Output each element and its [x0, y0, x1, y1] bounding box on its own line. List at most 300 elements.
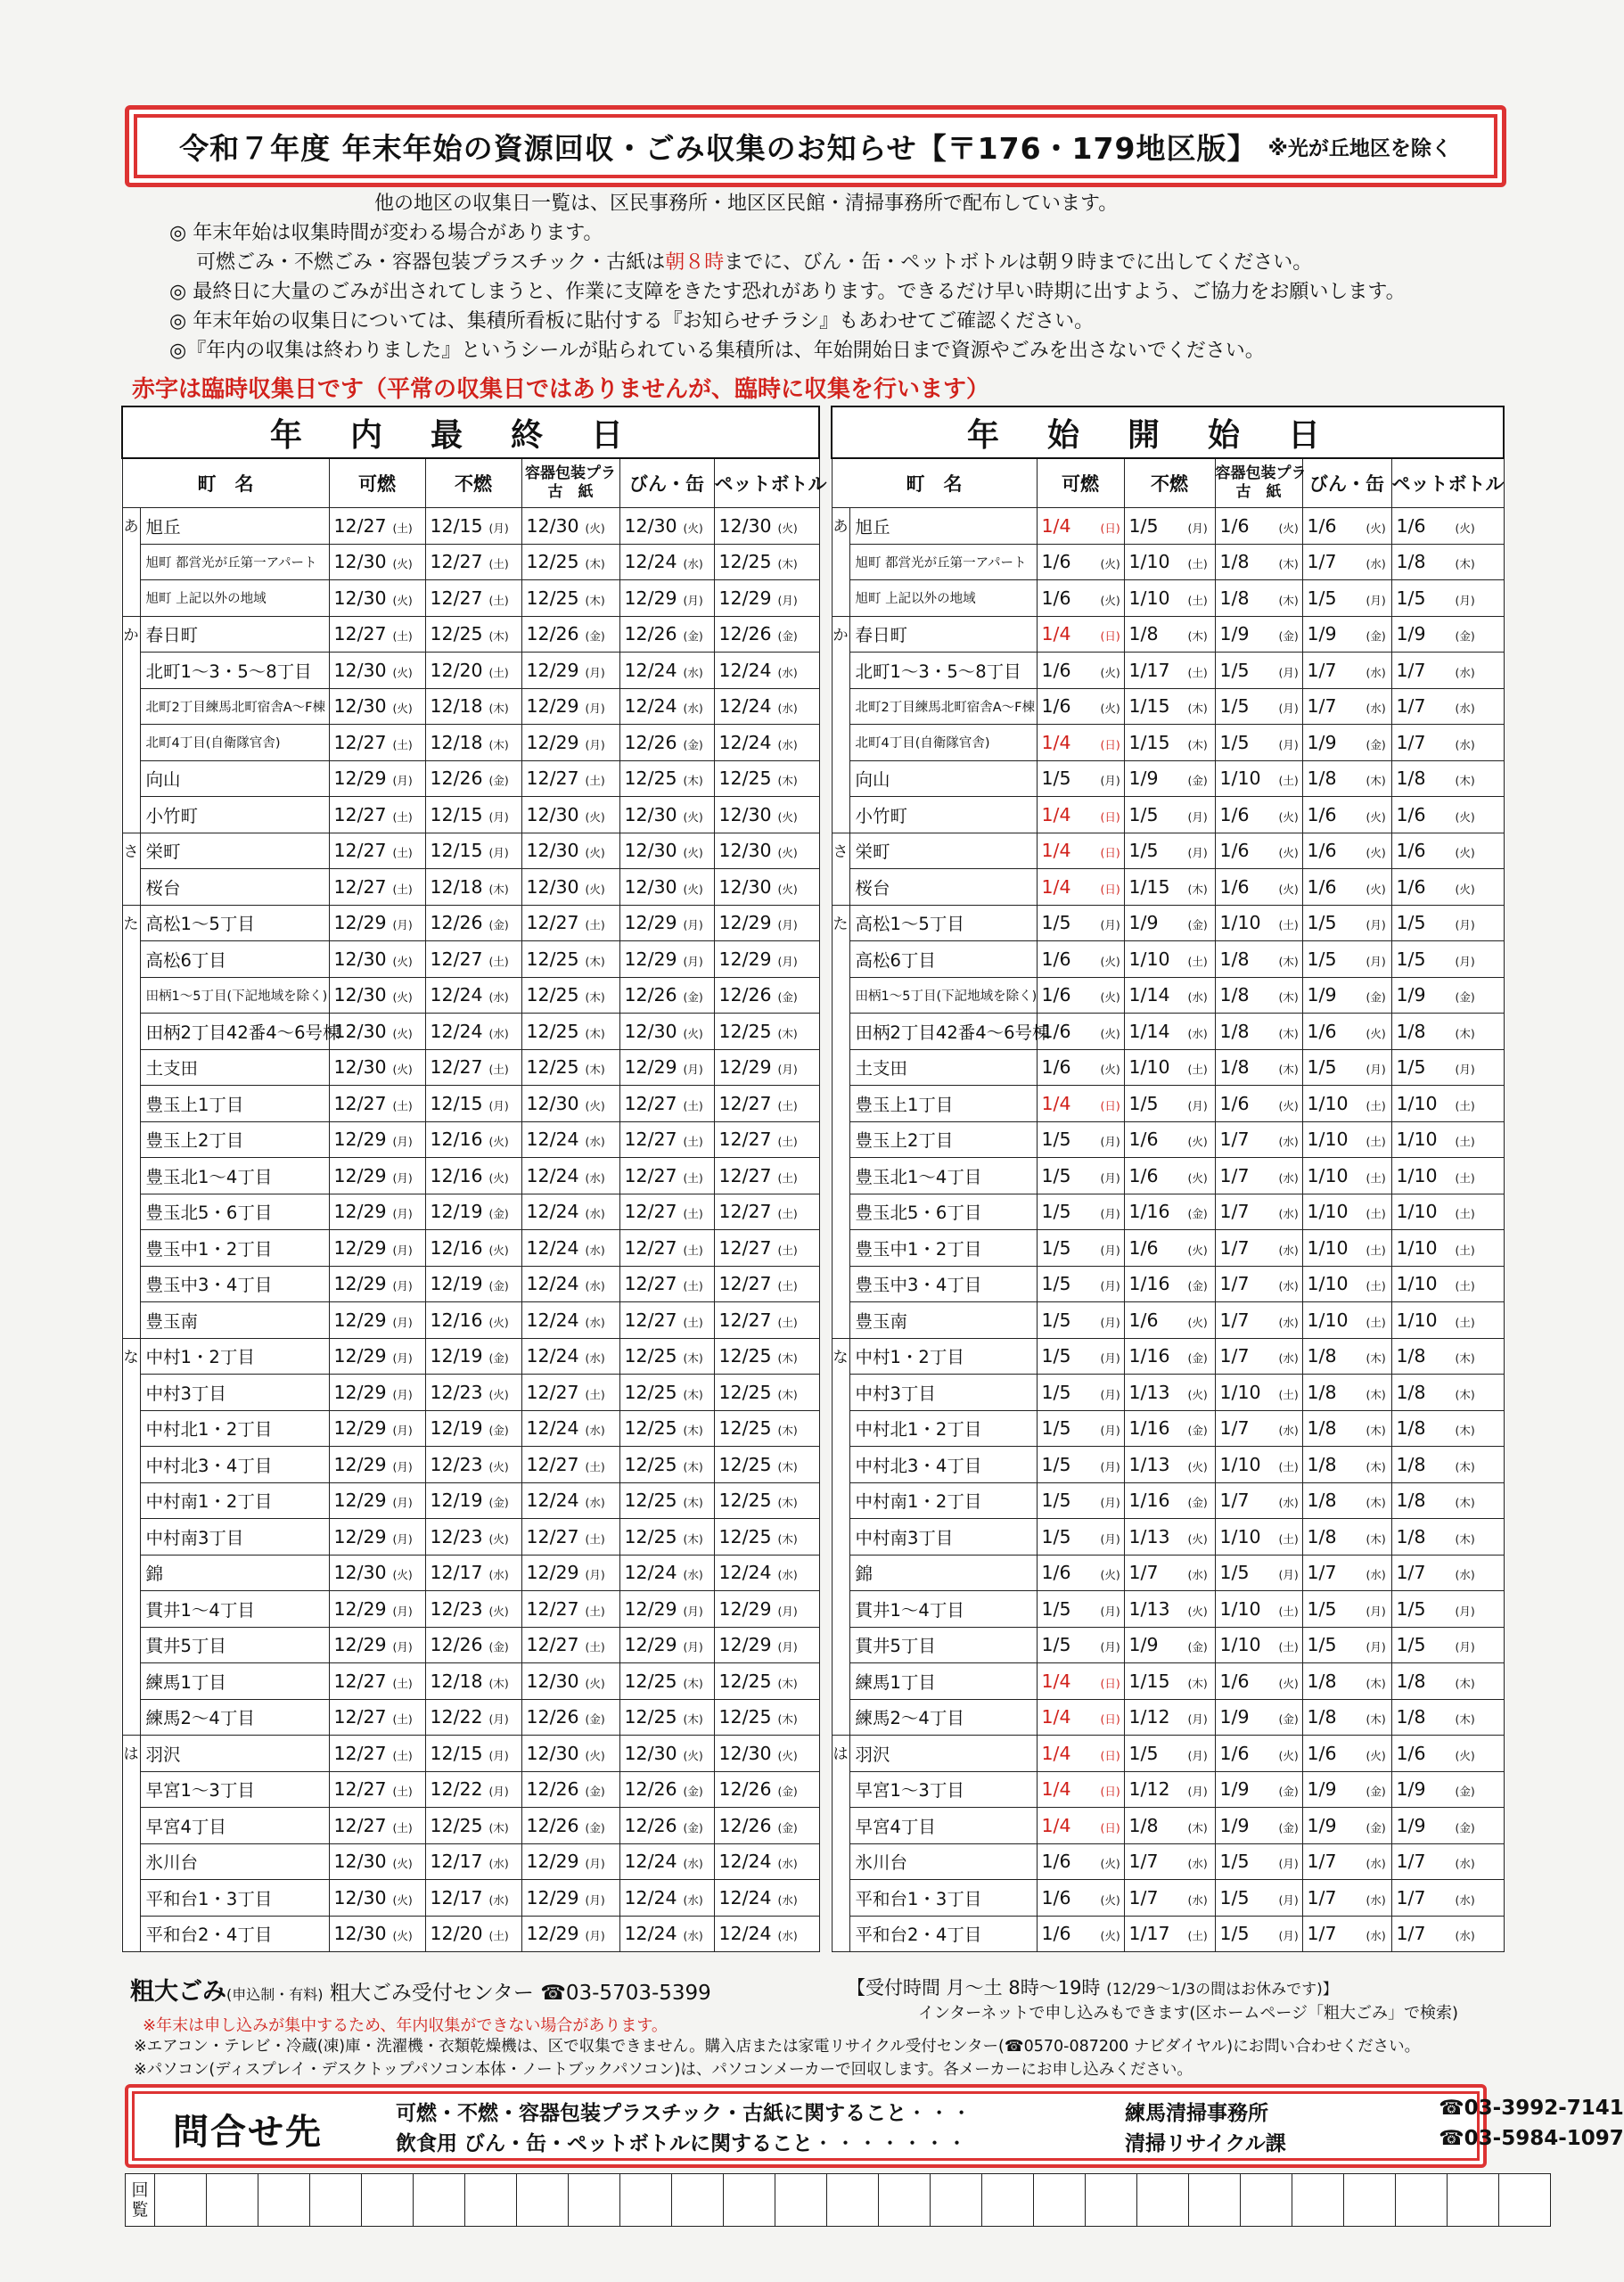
date-cell: 1/4 (日): [1037, 797, 1124, 833]
date-cell: 1/9 (金): [1124, 760, 1215, 797]
date-cell: 1/5 (月): [1215, 1880, 1302, 1917]
date-cell: 1/5 (月): [1302, 905, 1391, 941]
note-line: ◎ 年末年始は収集時間が変わる場合があります。: [169, 222, 603, 244]
kana-index: は: [122, 1736, 140, 1952]
date-cell: 1/10 (土): [1215, 1519, 1302, 1556]
date-cell: 12/19 (金): [425, 1266, 521, 1302]
date-cell: 12/27 (土): [329, 869, 425, 906]
date-cell: 1/5 (月): [1037, 760, 1124, 797]
date-cell: 12/29 (月): [714, 905, 819, 941]
town-name: 豊玉中1・2丁目: [849, 1230, 1037, 1267]
date-cell: 12/27 (土): [329, 833, 425, 869]
town-name: 早宮1～3丁目: [140, 1771, 329, 1808]
town-name: 早宮4丁目: [140, 1808, 329, 1844]
date-cell: 12/30 (火): [714, 1736, 819, 1772]
date-cell: 1/7 (水): [1215, 1121, 1302, 1158]
table-row: [122, 1338, 819, 1375]
date-cell: 1/6 (火): [1124, 1302, 1215, 1339]
circulation-box: [931, 2174, 982, 2227]
table-row: [832, 1880, 1504, 1917]
kana-index: な: [832, 1338, 849, 1736]
date-cell: 1/16 (金): [1124, 1410, 1215, 1447]
table-row: [122, 1302, 819, 1339]
town-name: 貫井5丁目: [849, 1627, 1037, 1663]
date-cell: 1/5 (月): [1037, 1158, 1124, 1194]
table-row: [832, 1843, 1504, 1880]
circulation-label: 回覧: [126, 2174, 155, 2227]
date-cell: 1/9 (金): [1391, 616, 1504, 653]
page-title: 令和７年度 年末年始の資源回収・ごみ収集のお知らせ【〒176・179地区版】: [179, 130, 1258, 166]
date-cell: 1/6 (火): [1037, 1555, 1124, 1591]
date-cell: 1/7 (水): [1215, 1194, 1302, 1230]
town-name: 桜台: [849, 869, 1037, 906]
town-name: 早宮1～3丁目: [849, 1771, 1037, 1808]
date-cell: 12/27 (土): [329, 1736, 425, 1772]
table-row: [832, 616, 1504, 653]
town-name: 中村南1・2丁目: [140, 1482, 329, 1519]
date-cell: 12/29 (月): [329, 1338, 425, 1375]
town-name: 豊玉北5・6丁目: [140, 1194, 329, 1230]
date-cell: 12/27 (土): [329, 1663, 425, 1700]
date-cell: 1/9 (金): [1302, 725, 1391, 761]
kana-index: か: [832, 616, 849, 833]
date-cell: 1/5 (月): [1037, 1519, 1124, 1556]
date-cell: 1/6 (火): [1037, 688, 1124, 725]
date-cell: 1/14 (水): [1124, 1014, 1215, 1050]
date-cell: 12/20 (土): [425, 1916, 521, 1952]
note-line: 可燃ごみ・不燃ごみ・容器包装プラスチック・古紙は朝８時までに、びん・缶・ペットボトルは朝９時までに出してください。: [196, 251, 1313, 274]
date-cell: 1/8 (木): [1215, 580, 1302, 617]
date-cell: 12/24 (水): [714, 1555, 819, 1591]
date-cell: 12/24 (水): [619, 1843, 714, 1880]
date-cell: 1/15 (木): [1124, 1663, 1215, 1700]
town-name: 豊玉上1丁目: [140, 1086, 329, 1122]
date-cell: 1/9 (金): [1302, 977, 1391, 1014]
date-cell: 12/30 (火): [714, 833, 819, 869]
date-cell: 1/6 (火): [1302, 1736, 1391, 1772]
column-header: 不燃: [425, 458, 521, 508]
date-cell: 12/24 (水): [521, 1230, 619, 1267]
date-cell: 12/16 (火): [425, 1158, 521, 1194]
date-cell: 12/27 (土): [329, 1699, 425, 1736]
date-cell: 1/10 (土): [1124, 544, 1215, 580]
date-cell: 1/9 (金): [1391, 977, 1504, 1014]
date-cell: 1/9 (金): [1215, 1771, 1302, 1808]
town-name: 栄町: [140, 833, 329, 869]
date-cell: 1/5 (月): [1391, 1627, 1504, 1663]
town-name: 早宮4丁目: [849, 1808, 1037, 1844]
date-cell: 1/5 (月): [1391, 1049, 1504, 1086]
date-cell: 1/15 (木): [1124, 688, 1215, 725]
column-header: 容器包装プラ 古 紙: [521, 458, 619, 508]
date-cell: 1/10 (土): [1391, 1194, 1504, 1230]
date-cell: 12/30 (火): [521, 508, 619, 545]
date-cell: 1/5 (月): [1215, 725, 1302, 761]
date-cell: 12/22 (月): [425, 1771, 521, 1808]
table-row: [122, 1410, 819, 1447]
circulation-box: [207, 2174, 258, 2227]
date-cell: 12/26 (金): [521, 616, 619, 653]
bulky-center: 粗大ごみ受付センター: [329, 1982, 534, 2005]
new-year-table: [831, 406, 1505, 1952]
date-cell: 12/24 (水): [619, 688, 714, 725]
date-cell: 1/8 (木): [1391, 1663, 1504, 1700]
date-cell: 1/8 (木): [1391, 1482, 1504, 1519]
date-cell: 1/10 (土): [1391, 1121, 1504, 1158]
town-name: 春日町: [140, 616, 329, 653]
date-cell: 12/23 (火): [425, 1591, 521, 1628]
circulation-box: [465, 2174, 517, 2227]
kana-index: か: [122, 616, 140, 833]
table-row: [122, 1591, 819, 1628]
table-row: [122, 1482, 819, 1519]
date-cell: 1/10 (土): [1391, 1302, 1504, 1339]
table-row: [122, 760, 819, 797]
column-header: 可燃: [1037, 458, 1124, 508]
table-row: [832, 941, 1504, 978]
date-cell: 12/27 (土): [329, 797, 425, 833]
column-header: びん・缶: [1302, 458, 1391, 508]
circulation-box: [414, 2174, 465, 2227]
date-cell: 12/27 (土): [329, 1808, 425, 1844]
note-line: 他の地区の収集日一覧は、区民事務所・地区区民館・清掃事務所で配布しています。: [374, 193, 1119, 215]
table-row: [832, 1158, 1504, 1194]
date-cell: 1/5 (月): [1215, 688, 1302, 725]
table-title: 年始開始日: [832, 406, 1504, 458]
date-cell: 12/25 (木): [619, 1375, 714, 1411]
date-cell: 12/30 (火): [329, 1843, 425, 1880]
date-cell: 12/30 (火): [329, 941, 425, 978]
date-cell: 1/6 (火): [1215, 797, 1302, 833]
table-row: [832, 580, 1504, 617]
date-cell: 12/29 (月): [329, 760, 425, 797]
contact-org: 清掃リサイクル課: [1125, 2132, 1286, 2155]
note-line: ◎『年内の収集は終わりました』というシールが貼られている集積所は、年始開始日まで資源やごみを出さないでください。: [169, 340, 1265, 362]
circulation-box: [1137, 2174, 1189, 2227]
date-cell: 12/25 (木): [521, 1049, 619, 1086]
date-cell: 12/29 (月): [329, 1158, 425, 1194]
contact-tel: ☎03-5984-1097: [1439, 2127, 1624, 2150]
date-cell: 12/24 (水): [619, 653, 714, 689]
circulation-box: [1448, 2174, 1499, 2227]
date-cell: 1/6 (火): [1037, 941, 1124, 978]
kana-index: な: [122, 1338, 140, 1736]
date-cell: 1/6 (火): [1037, 1880, 1124, 1917]
date-cell: 1/8 (木): [1302, 1663, 1391, 1700]
date-cell: 1/5 (月): [1302, 1591, 1391, 1628]
date-cell: 12/29 (月): [329, 1230, 425, 1267]
date-cell: 12/27 (土): [425, 544, 521, 580]
date-cell: 1/10 (土): [1215, 760, 1302, 797]
column-header: 町 名: [122, 458, 329, 508]
date-cell: 12/24 (水): [619, 1916, 714, 1952]
date-cell: 1/10 (土): [1302, 1194, 1391, 1230]
table-row: [832, 905, 1504, 941]
town-name: 中村南3丁目: [849, 1519, 1037, 1556]
date-cell: 1/8 (木): [1302, 1375, 1391, 1411]
date-cell: 1/8 (木): [1215, 941, 1302, 978]
table-row: [122, 1627, 819, 1663]
date-cell: 12/24 (水): [619, 1880, 714, 1917]
date-cell: 1/9 (金): [1302, 1808, 1391, 1844]
date-cell: 12/24 (水): [619, 1555, 714, 1591]
table-row: [122, 1771, 819, 1808]
circulation-box: [724, 2174, 775, 2227]
date-cell: 1/10 (土): [1391, 1230, 1504, 1267]
date-cell: 12/27 (土): [425, 1049, 521, 1086]
date-cell: 12/25 (木): [619, 1699, 714, 1736]
date-cell: 12/27 (土): [521, 1447, 619, 1483]
date-cell: 1/16 (金): [1124, 1266, 1215, 1302]
date-cell: 1/5 (月): [1302, 1049, 1391, 1086]
date-cell: 1/7 (水): [1302, 1555, 1391, 1591]
date-cell: 1/6 (火): [1391, 833, 1504, 869]
date-cell: 1/5 (月): [1215, 1916, 1302, 1952]
date-cell: 12/20 (土): [425, 653, 521, 689]
date-cell: 12/29 (月): [619, 941, 714, 978]
date-cell: 12/29 (月): [714, 1049, 819, 1086]
date-cell: 12/24 (水): [425, 1014, 521, 1050]
table-row: [832, 1014, 1504, 1050]
date-cell: 1/10 (土): [1215, 1447, 1302, 1483]
date-cell: 1/10 (土): [1391, 1266, 1504, 1302]
date-cell: 1/7 (水): [1302, 653, 1391, 689]
date-cell: 1/7 (水): [1302, 1916, 1391, 1952]
date-cell: 12/29 (月): [619, 1627, 714, 1663]
date-cell: 1/8 (木): [1302, 1482, 1391, 1519]
date-cell: 12/24 (水): [521, 1121, 619, 1158]
date-cell: 1/8 (木): [1215, 544, 1302, 580]
date-cell: 1/5 (月): [1124, 1736, 1215, 1772]
table-row: [832, 1591, 1504, 1628]
date-cell: 1/10 (土): [1391, 1158, 1504, 1194]
date-cell: 1/9 (金): [1215, 616, 1302, 653]
date-cell: 1/9 (金): [1391, 1808, 1504, 1844]
date-cell: 1/6 (火): [1391, 869, 1504, 906]
town-name: 北町1～3・5～8丁目: [140, 653, 329, 689]
date-cell: 12/30 (火): [329, 688, 425, 725]
date-cell: 1/6 (火): [1037, 1916, 1124, 1952]
date-cell: 1/6 (火): [1124, 1121, 1215, 1158]
date-cell: 1/10 (土): [1302, 1266, 1391, 1302]
date-cell: 12/17 (水): [425, 1880, 521, 1917]
date-cell: 12/30 (火): [714, 797, 819, 833]
date-cell: 12/29 (月): [619, 580, 714, 617]
town-name: 北町2丁目練馬北町宿舎A～F棟: [849, 688, 1037, 725]
table-row: [832, 1086, 1504, 1122]
date-cell: 1/6 (火): [1215, 1086, 1302, 1122]
town-name: 高松6丁目: [849, 941, 1037, 978]
town-name: 貫井1～4丁目: [849, 1591, 1037, 1628]
title-banner: [125, 105, 1506, 187]
town-name: 練馬1丁目: [849, 1663, 1037, 1700]
date-cell: 12/15 (月): [425, 1086, 521, 1122]
date-cell: 12/26 (金): [425, 905, 521, 941]
date-cell: 1/8 (木): [1302, 1338, 1391, 1375]
date-cell: 12/24 (水): [425, 977, 521, 1014]
table-row: [122, 1555, 819, 1591]
table-row: [122, 1121, 819, 1158]
table-row: [122, 1843, 819, 1880]
date-cell: 12/30 (火): [329, 1916, 425, 1952]
date-cell: 12/27 (土): [714, 1302, 819, 1339]
date-cell: 12/30 (火): [521, 1086, 619, 1122]
date-cell: 1/5 (月): [1037, 1338, 1124, 1375]
town-name: 北町1～3・5～8丁目: [849, 653, 1037, 689]
date-cell: 1/6 (火): [1037, 1014, 1124, 1050]
date-cell: 1/16 (金): [1124, 1482, 1215, 1519]
date-cell: 1/5 (月): [1391, 905, 1504, 941]
date-cell: 1/7 (水): [1391, 1843, 1504, 1880]
note-highlight: 朝８時: [665, 251, 725, 274]
date-cell: 12/24 (水): [521, 1194, 619, 1230]
date-cell: 1/5 (月): [1391, 941, 1504, 978]
date-cell: 12/23 (火): [425, 1447, 521, 1483]
date-cell: 1/7 (水): [1302, 1843, 1391, 1880]
date-cell: 12/24 (水): [714, 1916, 819, 1952]
table-row: [122, 1158, 819, 1194]
date-cell: 12/26 (金): [521, 1699, 619, 1736]
date-cell: 12/29 (月): [714, 1591, 819, 1628]
table-row: [832, 1338, 1504, 1375]
table-row: [832, 1916, 1504, 1952]
date-cell: 1/5 (月): [1037, 1266, 1124, 1302]
date-cell: 12/30 (火): [619, 869, 714, 906]
date-cell: 12/26 (金): [714, 616, 819, 653]
date-cell: 12/26 (金): [521, 1808, 619, 1844]
date-cell: 1/12 (月): [1124, 1699, 1215, 1736]
table-row: [122, 833, 819, 869]
date-cell: 12/23 (火): [425, 1519, 521, 1556]
date-cell: 1/10 (土): [1302, 1121, 1391, 1158]
table-row: [832, 1447, 1504, 1483]
date-cell: 1/5 (月): [1124, 508, 1215, 545]
circulation-box: [1189, 2174, 1241, 2227]
date-cell: 1/6 (火): [1215, 869, 1302, 906]
date-cell: 12/30 (火): [329, 1555, 425, 1591]
date-cell: 12/30 (火): [329, 1014, 425, 1050]
date-cell: 12/30 (火): [619, 797, 714, 833]
bulky-label: 粗大ごみ: [130, 1978, 226, 2006]
note-line: ◎ 最終日に大量のごみが出されてしまうと、作業に支障をきたす恐れがあります。できるだけ早い時期に出すよう、ご協力をお願いします。: [169, 281, 1406, 303]
date-cell: 12/19 (金): [425, 1338, 521, 1375]
bulky-web-note: インターネットで申し込みもできます(区ホームページ「粗大ごみ」で検索): [918, 2004, 1459, 2023]
circulation-box: [827, 2174, 879, 2227]
date-cell: 1/7 (水): [1124, 1555, 1215, 1591]
town-name: 春日町: [849, 616, 1037, 653]
table-title: 年内最終日: [122, 406, 819, 458]
date-cell: 12/29 (月): [329, 1627, 425, 1663]
date-cell: 1/13 (火): [1124, 1447, 1215, 1483]
date-cell: 1/7 (水): [1391, 688, 1504, 725]
town-name: 豊玉中3・4丁目: [849, 1266, 1037, 1302]
date-cell: 1/7 (水): [1302, 1880, 1391, 1917]
date-cell: 1/4 (日): [1037, 1663, 1124, 1700]
date-cell: 1/16 (金): [1124, 1338, 1215, 1375]
date-cell: 12/24 (水): [714, 688, 819, 725]
date-cell: 12/27 (土): [714, 1121, 819, 1158]
date-cell: 12/25 (木): [714, 1447, 819, 1483]
date-cell: 12/29 (月): [521, 1880, 619, 1917]
kana-index: さ: [832, 833, 849, 905]
date-cell: 1/8 (木): [1124, 1808, 1215, 1844]
town-name: 高松1～5丁目: [140, 905, 329, 941]
table-row: [832, 1230, 1504, 1267]
table-row: [122, 1049, 819, 1086]
table-row: [122, 1880, 819, 1917]
date-cell: 1/8 (木): [1391, 1014, 1504, 1050]
date-cell: 12/16 (火): [425, 1302, 521, 1339]
column-header: 容器包装プラ 古 紙: [1215, 458, 1302, 508]
date-cell: 1/4 (日): [1037, 616, 1124, 653]
table-row: [832, 977, 1504, 1014]
date-cell: 1/9 (金): [1302, 616, 1391, 653]
red-notice: 赤字は臨時収集日です（平常の収集日ではありませんが、臨時に収集を行います）: [132, 376, 990, 403]
town-name: 土支田: [140, 1049, 329, 1086]
town-name: 旭丘: [140, 508, 329, 545]
page-subtitle: ※光が丘地区を除く: [1267, 136, 1452, 160]
table-row: [122, 688, 819, 725]
bulky-hours: 【受付時間 月～土 8時～19時 (12/29～1/3の間はお休みです)】: [847, 1977, 1338, 1999]
date-cell: 1/4 (日): [1037, 869, 1124, 906]
date-cell: 1/10 (土): [1215, 1375, 1302, 1411]
date-cell: 1/5 (月): [1302, 1627, 1391, 1663]
date-cell: 1/4 (日): [1037, 1086, 1124, 1122]
table-row: [832, 1663, 1504, 1700]
table-row: [122, 653, 819, 689]
date-cell: 12/25 (木): [521, 580, 619, 617]
town-name: 旭町 上記以外の地域: [849, 580, 1037, 617]
table-row: [122, 977, 819, 1014]
table-row: [832, 1519, 1504, 1556]
circulation-box: [258, 2174, 310, 2227]
date-cell: 12/27 (土): [619, 1230, 714, 1267]
contact-tel: ☎03-3992-7141: [1439, 2097, 1624, 2120]
date-cell: 1/6 (火): [1037, 653, 1124, 689]
circulation-box: [620, 2174, 672, 2227]
date-cell: 12/25 (木): [714, 1338, 819, 1375]
date-cell: 12/27 (土): [619, 1302, 714, 1339]
date-cell: 12/29 (月): [329, 905, 425, 941]
date-cell: 1/5 (月): [1037, 1447, 1124, 1483]
date-cell: 12/27 (土): [619, 1266, 714, 1302]
date-cell: 1/10 (土): [1124, 580, 1215, 617]
date-cell: 12/18 (木): [425, 869, 521, 906]
date-cell: 12/29 (月): [619, 905, 714, 941]
date-cell: 12/27 (土): [425, 580, 521, 617]
town-name: 豊玉南: [140, 1302, 329, 1339]
table-row: [122, 508, 819, 545]
date-cell: 1/8 (木): [1215, 977, 1302, 1014]
date-cell: 12/24 (水): [521, 1482, 619, 1519]
date-cell: 1/4 (日): [1037, 508, 1124, 545]
date-cell: 1/5 (月): [1124, 833, 1215, 869]
date-cell: 12/18 (木): [425, 688, 521, 725]
town-name: 田柄2丁目42番4～6号棟: [140, 1014, 329, 1050]
table-header-row: [122, 458, 819, 508]
column-header: びん・缶: [619, 458, 714, 508]
table-row: [832, 508, 1504, 545]
table-row: [832, 1121, 1504, 1158]
circulation-box: [1499, 2174, 1551, 2227]
town-name: 中村1・2丁目: [849, 1338, 1037, 1375]
town-name: 羽沢: [849, 1736, 1037, 1772]
date-cell: 12/29 (月): [329, 1447, 425, 1483]
date-cell: 12/24 (水): [521, 1302, 619, 1339]
date-cell: 12/29 (月): [329, 1375, 425, 1411]
date-cell: 12/19 (金): [425, 1194, 521, 1230]
table-row: [832, 1699, 1504, 1736]
